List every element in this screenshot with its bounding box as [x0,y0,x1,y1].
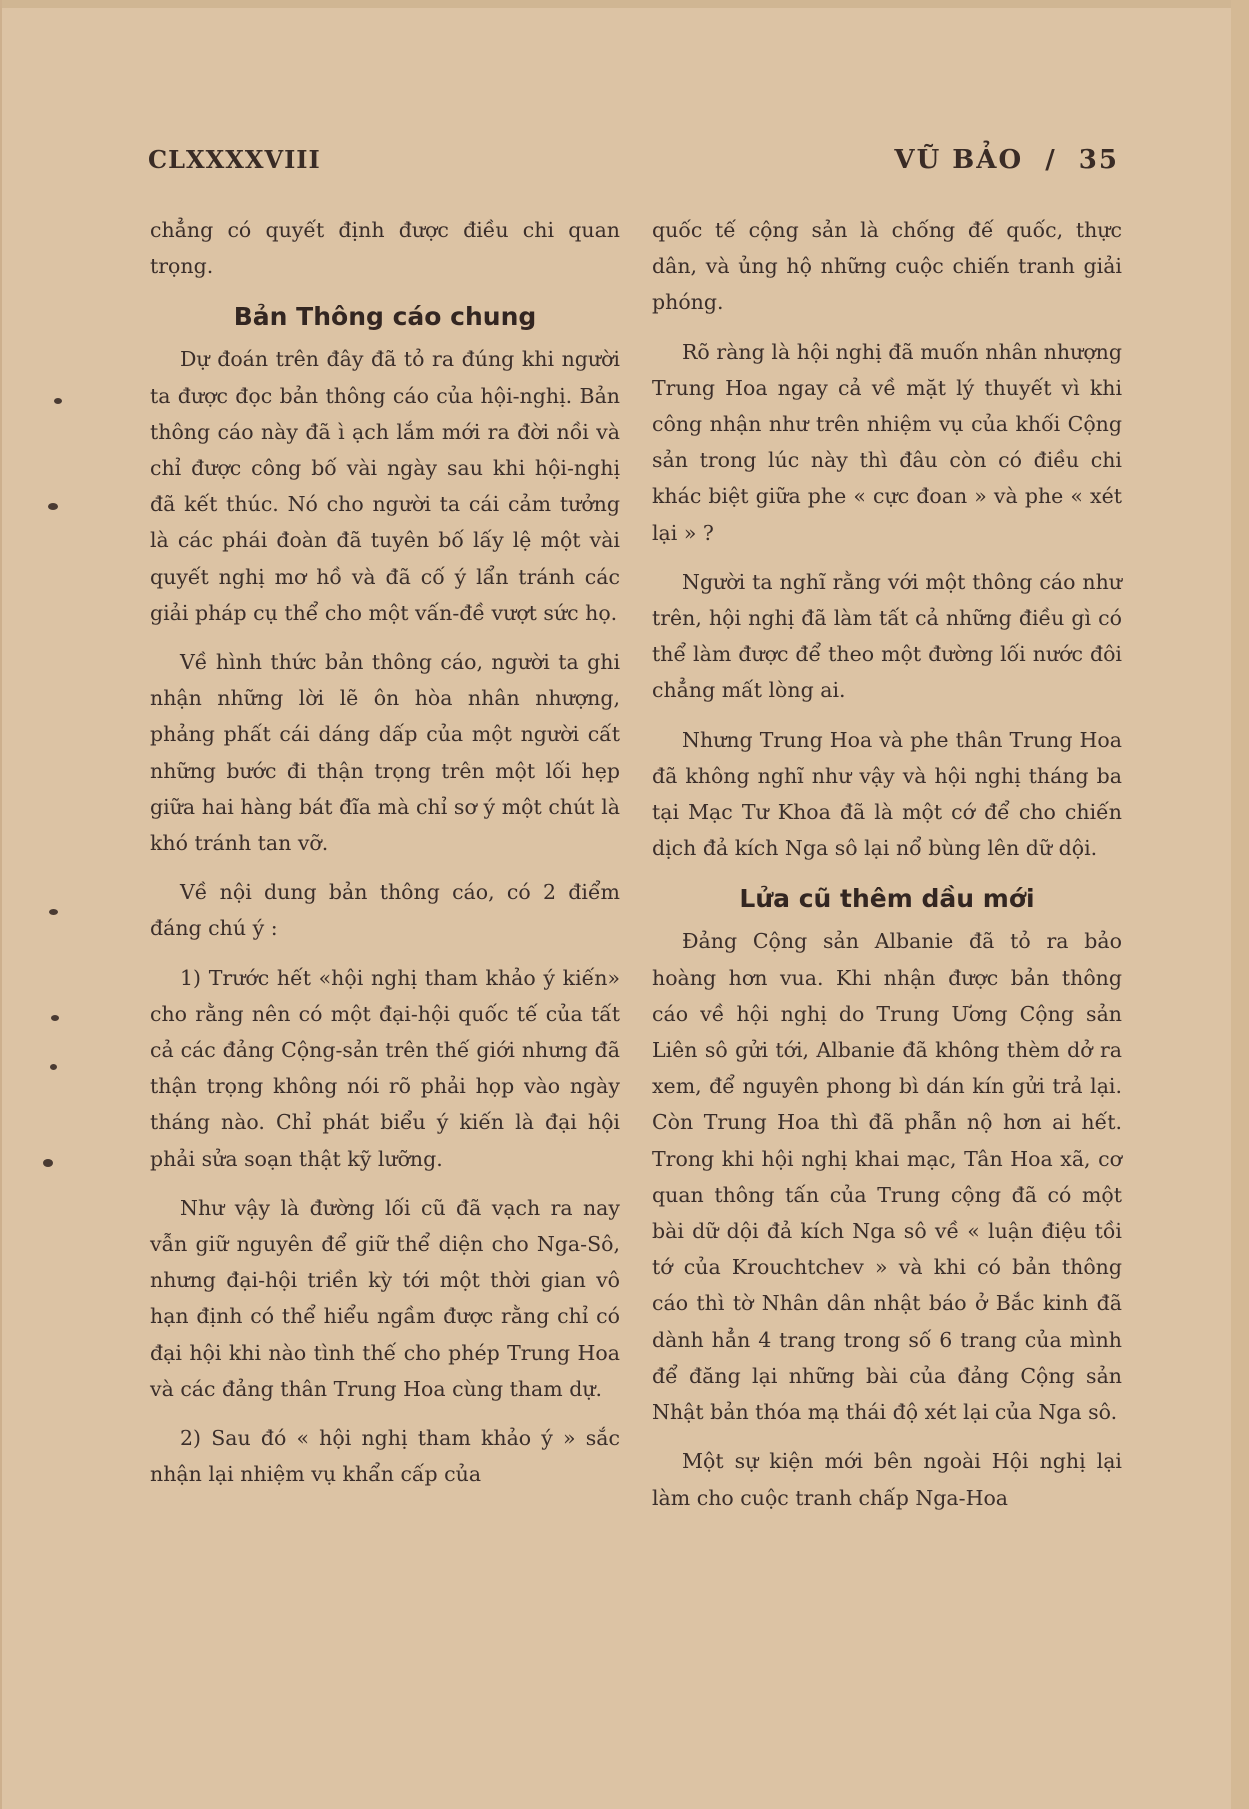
margin-speck [51,1015,59,1021]
paragraph: Về nội dung bản thông cáo, có 2 điểm đáng chú ý : [150,880,620,941]
margin-speck [49,909,58,915]
right-column [652,212,1122,1529]
paragraph: 2) Sau đó « hội nghị tham khảo ý » sắc nhận lại nhiệm vụ khẩn cấp của [150,1426,620,1487]
paragraph: Dự đoán trên đây đã tỏ ra đúng khi người ta được đọc bản thông cáo của hội-nghị. Bản thông cáo này đã ì ạch lắm mới ra đời nồi và chỉ được công bố vài ngày sau khi hội-nghị đã kết thúc. Nó cho người ta cái cảm tưởng là các phái đoàn đã tuyên bố lấy lệ một vài quyết nghị mơ hồ và đã cố ý lẩn tránh các giải pháp cụ thể cho một vấn-đề vượt sức họ. [150,347,620,625]
paragraph: 1) Trước hết «hội nghị tham khảo ý kiến» cho rằng nên có một đại-hội quốc tế của tất cả các đảng Cộng-sản trên thế giới nhưng đã thận trọng không nói rõ phải họp vào ngày tháng nào. Chỉ phát biểu ý kiến là đại hội phải sửa soạn thật kỹ lưỡng. [150,965,620,1171]
paragraph: Người ta nghĩ rằng với một thông cáo như trên, hội nghị đã làm tất cả những điều gì có thể làm được để theo một đường lối nước đôi chẳng mất lòng ai. [652,569,1122,703]
author-and-page-number: VŨ BẢO / 35 [894,145,1119,175]
margin-speck [50,1064,57,1070]
paragraph: Nhưng Trung Hoa và phe thân Trung Hoa đã không nghĩ như vậy và hội nghị tháng ba tại Mạc Tư Khoa đã là một cớ để cho chiến dịch đả kích Nga sô lại nổ bùng lên dữ dội. [652,727,1122,861]
chapter-number: CLXXXXVIII [148,145,321,174]
paragraph: quốc tế cộng sản là chống đế quốc, thực dân, và ủng hộ những cuộc chiến tranh giải phóng. [652,218,1122,315]
paragraph: Về hình thức bản thông cáo, người ta ghi nhận những lời lẽ ôn hòa nhân nhượng, phảng phất cái dáng dấp của một người cất những bước đi thận trọng trên một lối hẹp giữa hai hàng bát đĩa mà chỉ sơ ý một chút là khó tránh tan vỡ. [150,650,620,856]
paragraph: Đảng Cộng sản Albanie đã tỏ ra bảo hoàng hơn vua. Khi nhận được bản thông cáo về hội nghị do Trung Ương Cộng sản Liên sô gửi tới, Albanie đã không thèm dở ra xem, để nguyên phong bì dán kín gửi trả lại. Còn Trung Hoa thì đã phẫn nộ hơn ai hết. Trong khi hội nghị khai mạc, Tân Hoa xã, cơ quan thông tấn của Trung cộng đã có một bài dữ dội đả kích Nga sô về « luận điệu tồi tớ của Krouchtchev » và khi có bản thông cáo thì tờ Nhân dân nhật báo ở Bắc kinh đã dành hẳn 4 trang trong số 6 trang của mình để đăng lại những bài của đảng Cộng sản Nhật bản thóa mạ thái độ xét lại của Nga sô. [652,929,1122,1425]
margin-speck [43,1159,53,1167]
margin-speck [54,398,62,404]
page-header [148,145,1119,185]
section-heading: Lửa cũ thêm dầu mới [739,884,1035,914]
section-heading: Bản Thông cáo chung [233,302,537,332]
paragraph: Rõ ràng là hội nghị đã muốn nhân nhượng Trung Hoa ngay cả về mặt lý thuyết vì khi công nhận như trên nhiệm vụ của khối Cộng sản trong lúc này thì đâu còn có điều chi khác biệt giữa phe « cực đoan » và phe « xét lại » ? [652,339,1122,545]
paragraph: Như vậy là đường lối cũ đã vạch ra nay vẫn giữ nguyên để giữ thể diện cho Nga-Sô, nhưng đại-hội triền kỳ tới một thời gian vô hạn định có thể hiểu ngầm được rằng chỉ có đại hội khi nào tình thế cho phép Trung Hoa và các đảng thân Trung Hoa cùng tham dự. [150,1195,620,1401]
paragraph: Một sự kiện mới bên ngoài Hội nghị lại làm cho cuộc tranh chấp Nga-Hoa [652,1449,1122,1510]
margin-speck [48,503,58,510]
paragraph: chẳng có quyết định được điều chi quan trọng. [150,218,620,279]
left-column [150,212,620,1506]
